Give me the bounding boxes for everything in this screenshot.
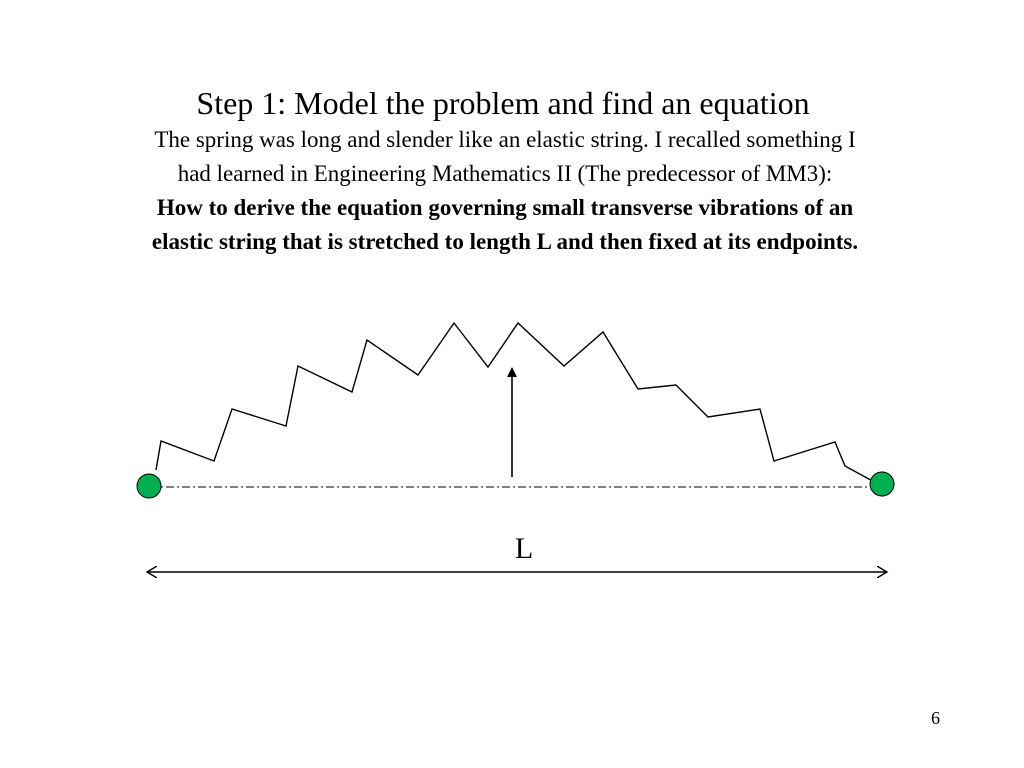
body-line-1: The spring was long and slender like an elastic string. I recalled something I xyxy=(154,127,856,152)
displacement-arrow-head xyxy=(507,367,517,377)
bold-line-2: elastic string that is stretched to length L and then fixed at its endpoints. xyxy=(151,229,859,254)
bold-line-1: How to derive the equation governing small transverse vibrations of an xyxy=(156,195,854,220)
displaced-spring xyxy=(156,323,878,484)
right-endpoint xyxy=(870,472,894,496)
body-line-2: had learned in Engineering Mathematics II (The predecessor of MM3): xyxy=(177,161,833,186)
page-number: 6 xyxy=(931,708,940,728)
length-label: L xyxy=(514,532,534,565)
slide-title: Step 1: Model the problem and find an equation xyxy=(196,85,810,121)
left-endpoint xyxy=(137,474,161,498)
